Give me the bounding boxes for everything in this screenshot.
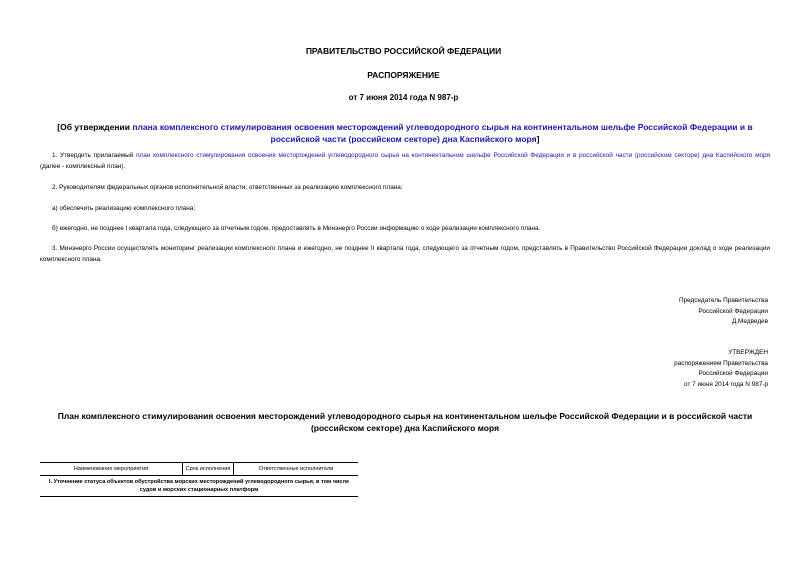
approval-line-3: Российской Федерации <box>698 370 768 377</box>
paragraph-1 <box>40 151 770 172</box>
title-suffix: ] <box>536 134 540 144</box>
paragraph-2a: а) обеспечить реализацию комплексного плана; <box>52 205 196 212</box>
title-prefix: [Об утверждении <box>57 122 133 132</box>
document-type-heading: РАСПОРЯЖЕНИЕ <box>367 70 440 80</box>
paragraph-2: 2. Руководителям федеральных органов исполнительной власти, ответственных за реализацию комплексного плана: <box>52 184 403 191</box>
signature-block <box>520 296 768 328</box>
approval-line-2: распоряжением Правительства <box>674 359 768 367</box>
paragraph-1-prefix: 1. Утвердить прилагаемый <box>52 152 137 159</box>
plan-title: План комплексного стимулирования освоения месторождений углеводородного сырья на континентальном шельфе Российской Федерации и в российской части (российском секторе) дна Каспийского моря <box>57 411 753 433</box>
column-header-name: Наименование мероприятия <box>40 463 183 476</box>
plan-table <box>40 462 358 497</box>
column-header-term: Срок исполнения <box>183 463 234 476</box>
approval-line-4: от 7 июня 2014 года N 987-р <box>684 380 768 388</box>
signature-line-1: Председатель Правительства <box>679 297 768 304</box>
table-row <box>40 476 358 497</box>
plan-table-header-row <box>40 463 358 476</box>
document-title <box>40 121 770 145</box>
paragraph-1-plan-link[interactable]: план комплексного стимулирования освоения месторождений углеводородного сырья на континентальном шельфе Российской Федерации и в российской части (российском секторе) дна Каспийского моря <box>136 152 770 159</box>
paragraph-3: 3. Минэнерго России осуществлять мониторинг реализации комплексного плана и ежегодно, не позднее II квартала года, следующего за отчетным годом, представлять в Правительство Российской Федерации доклад о ходе реализации комплексного плана. <box>40 245 770 263</box>
approval-block <box>520 348 768 390</box>
government-heading: ПРАВИТЕЛЬСТВО РОССИЙСКОЙ ФЕДЕРАЦИИ <box>305 46 502 56</box>
signature-line-3: Д.Медведев <box>731 318 768 325</box>
title-plan-link[interactable]: плана комплексного стимулирования освоения месторождений углеводородного сырья на континентальном шельфе Российской Федерации и в российской части (российском секторе) дна Каспийского моря <box>132 122 753 144</box>
section-heading-1: I. Уточнение статуса объектов обустройства морских месторождений углеводородного сырья, в том числе судов и морских стационарных платформ <box>40 476 358 497</box>
signature-line-2: Российской Федерации <box>698 307 768 315</box>
paragraph-1-suffix: (далее - комплексный план). <box>40 162 126 170</box>
approval-line-1: УТВЕРЖДЕН <box>728 349 768 356</box>
column-header-responsible: Ответственные исполнители <box>258 466 334 472</box>
paragraph-2b: б) ежегодно, не позднее I квартала года, следующего за отчетным годом, предоставлять в Минэнерго России информацию о ходе реализации комплексного плана. <box>52 225 541 232</box>
document-date-number: от 7 июня 2014 года N 987-р <box>348 93 459 102</box>
